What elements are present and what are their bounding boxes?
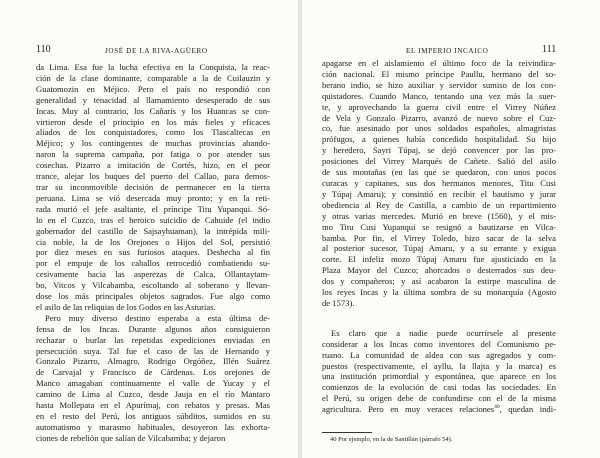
- text-line: los reyes Incas y la última sombra de su monarquía (Agosto: [322, 287, 556, 298]
- text-line: automatismo y marasmo habituales, desoyeron las exhorta-: [36, 421, 270, 432]
- running-header-right: EL IMPERIO INCAICO: [406, 47, 489, 55]
- text-line: puestos (respectivamente, el ayllu, la llajta y la marca) es: [322, 360, 556, 371]
- text-line: Gonzalo Pizarro, Almagro, Rodrigo Orgóñez, Illén Suárez: [36, 356, 270, 367]
- right-page: [302, 0, 600, 458]
- text-line: Manco amagaban continuamente el valle de Yucay y el: [36, 378, 270, 389]
- text-line: Incas. Muy al contrario, los Cañaris y los Huancas se con-: [36, 105, 270, 116]
- text-line: posiciones del Virrey Marqués de Cañete. Salió del asilo: [322, 156, 556, 167]
- text-line: hasta Mollepata en el Apurímaj, con rebatos y presas. Mas: [36, 400, 270, 411]
- text-line: de sus montañas (en las que se quedaron, con unos pocos: [322, 167, 556, 178]
- text-line: en el resto del Perú, los antiguos súbditos, sumidos en su: [36, 411, 270, 421]
- text-line: y heredero, Sayri Túpaj, se dejó convencer por las pro-: [322, 145, 556, 156]
- text-line: Plaza Mayor del Cuzco; ahorcados o desterrados sus deu-: [322, 265, 556, 276]
- text-line: co, fue asesinado por unos soldados españoles, almagristas: [322, 123, 556, 134]
- footnote: 40 Por ejemplo, en la de Santillán (párrafo 54).: [330, 436, 453, 443]
- text-line: de Carvajal y Francisco de Cárdenas. Los orejones de: [36, 367, 270, 378]
- text-line: al posterior sucesor, Túpaj Amaru, y a su errante y exigua: [322, 243, 556, 254]
- text-line: fensa de los Incas. Durante algunos años consiguieron: [36, 323, 270, 334]
- text-line: por diez meses en sus furiosos ataques. Deshecha al fin: [36, 247, 270, 258]
- text-line: ción de la clase dominante, comparable a la de Cuilauzin y: [36, 72, 270, 83]
- text-line: y Túpaj Amaru); y consintió en recibir el bautismo y jurar: [322, 188, 556, 199]
- text-line: quistadores. Cuando Manco, tentando una vez más la suer-: [322, 90, 556, 101]
- text-line: obediencia al Rey de Castilla, a cambio de un repartimiento: [322, 199, 556, 210]
- text-line: por el empuje de los caballos retrocedió combatiendo su-: [36, 258, 270, 269]
- text-line: el Perú, su origen debe de confundirse con el de la misma: [322, 393, 556, 404]
- text-line: cosechas. Pizarro a imitación de Cortés, hizo, en el peor: [36, 160, 270, 171]
- left-page: [0, 0, 298, 458]
- text-fragment: , quedan indi-: [499, 404, 556, 415]
- text-line: Guatomozin en Méjico. Pero el país no respondió con: [36, 83, 270, 94]
- text-line: [322, 404, 556, 415]
- text-line: prófugos, a quienes había concedido hospitalidad. Su hijo: [322, 134, 556, 145]
- text-line: ruano. La comunidad de aldea con sus agregados y com-: [322, 349, 556, 360]
- left-page-body: [36, 62, 270, 444]
- text-line: comienzos de la evolución de casi todas las sociedades. En: [322, 382, 556, 393]
- text-line: Es claro que a nadie puede ocurrírsele al presente: [331, 327, 556, 338]
- text-line: gobernador del castillo de Sajsayhuaman), la intrépida mili-: [36, 225, 270, 236]
- text-line: cesivamente hacia las asperezas de Calca, Ollantaytam-: [36, 269, 270, 280]
- text-line: cia noble, la de los Orejones o Hijos del Sol, persistió: [36, 236, 270, 247]
- text-line: dose los más principales objetos sagrados. Fue algo como: [36, 291, 270, 302]
- text-line: te, y aprovechando la guerra civil entre el Virrey Núñez: [322, 101, 556, 112]
- text-line: lo en el Cuzco, tras el heroico suicidio de Cahuide (el indio: [36, 214, 270, 225]
- text-line: peruana. Lima se vió desercada muy pronto; y en la reti-: [36, 192, 270, 203]
- page-number-left: 110: [36, 44, 51, 55]
- text-line: trance, alejar los buques del puerto del Callao, para demos-: [36, 171, 270, 182]
- text-fragment: agricultura. Pero en muy veraces relaciones: [322, 404, 495, 415]
- text-line: naron la suprema campaña, por fatiga o por atender sus: [36, 149, 270, 160]
- text-line: rechazar o burlar las repetidas expediciones enviadas en: [36, 334, 270, 345]
- paragraph-gap: [322, 309, 556, 328]
- text-line: generalidad y tenacidad al llamamiento desesperado de sus: [36, 94, 270, 105]
- text-line: bo, Vitcos y Vilcabamba, escoltando al soberano y llevan-: [36, 280, 270, 291]
- text-line: considerar a los Incas como inventores del Comunismo pe-: [322, 338, 556, 349]
- text-line: persecución suya. Tal fue el caso de las de Hernando y: [36, 345, 270, 356]
- text-line: y otras varias mercedes. Murió en breve (1560), y el mis-: [322, 210, 556, 221]
- text-line: ciones de rebelión que salían de Vilcabamba; y dejaron: [36, 432, 226, 443]
- right-page-body: [322, 58, 556, 415]
- text-line: da Lima. Esa fue la lucha efectiva en la Conquista, la reac-: [36, 62, 270, 72]
- page-number-right: 111: [542, 44, 557, 55]
- text-line: mo Titu Cusi Yupanqui se resignó a bautizarse en Vilca-: [322, 221, 556, 232]
- text-line: el asilo de las reliquias de los Godos en las Asturias.: [36, 301, 216, 312]
- text-line: virtieron desde el principio en los más fieles y eficaces: [36, 116, 270, 127]
- text-line: corte. El infeliz mozo Túpaj Amaru fue ajusticiado en la: [322, 254, 556, 265]
- text-line: de 1573).: [322, 297, 355, 308]
- text-line: Méjico; y los contingentes de muchas provincias abando-: [36, 138, 270, 149]
- footnote-marker: 40: [494, 404, 500, 411]
- text-line: aliados de los conquistadores, como los Tlascaltecas en: [36, 127, 270, 138]
- text-line: Pero muy diverso destino esperaba a esta última de-: [45, 312, 270, 323]
- text-line: trar su inconmovible decisión de permanecer en la tierra: [36, 181, 270, 192]
- running-header-left: JOSÉ DE LA RIVA-AGÜERO: [105, 47, 208, 55]
- text-line: una institución primordial y espontánea, que aparece en los: [322, 371, 556, 382]
- text-line: camino de Lima al Cuzco, desde Jauja en el río Mantaro: [36, 389, 270, 400]
- text-line: rada murió el jefe asaltante, el príncipe Titu Yupanqui. Só-: [36, 203, 270, 214]
- text-line: dos y compañeros; y así acabaron la estirpe masculina de: [322, 276, 556, 287]
- text-line: bamba. Por fin, el Virrey Toledo, hizo sacar de la selva: [322, 232, 556, 243]
- text-line: ción nacional. El mismo príncipe Paullu, hermano del so-: [322, 68, 556, 79]
- text-line: de Vela y Gonzalo Pizarro, avanzó de nuevo sobre el Cuz-: [322, 112, 556, 123]
- text-line: curacas y capitanes, sus dos hermanos menores, Titu Cusi: [322, 177, 556, 188]
- text-line: berano indio, se hizo auxiliar y servidor sumiso de los con-: [322, 79, 556, 90]
- footnote-rule: [322, 432, 372, 433]
- text-line: apagarse en el aislamiento el último foco de la reivindica-: [322, 58, 556, 68]
